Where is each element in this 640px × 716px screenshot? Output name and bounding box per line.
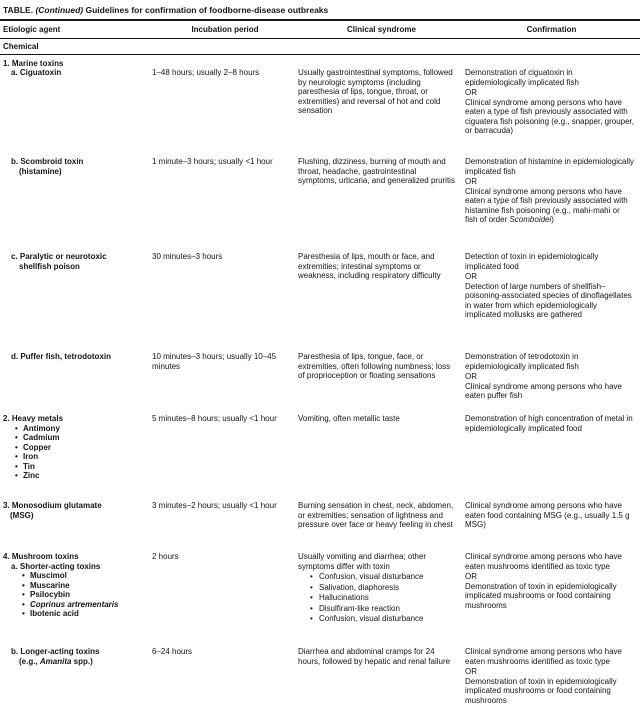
etiologic-agent-cell	[3, 552, 152, 619]
confirmation-cell	[465, 68, 638, 136]
confirmation-cell	[465, 252, 638, 320]
incubation-period-cell: 6–24 hours	[152, 647, 193, 656]
text-segment: Burning sensation in chest, neck, abdomen, or extremities; sensation of lightness and pressure over face or heavy feeling in chest	[298, 501, 454, 529]
incubation-period-cell: 5 minutes–8 hours; usually <1 hour	[152, 414, 277, 423]
paragraph	[465, 677, 634, 706]
table-row-marine-toxins-group	[0, 59, 640, 69]
text-segment: Muscimol	[30, 571, 67, 580]
text-segment: Psilocybin	[30, 590, 71, 599]
incubation-period-cell: 10 minutes–3 hours; usually 10–45 minutes	[152, 352, 277, 371]
clinical-syndrome-cell	[298, 157, 465, 186]
bullet-marker: •	[310, 614, 313, 623]
text-segment: Clinical syndrome among persons who have eaten a type of fish previously associated with ciguatera fish poisoning (e.g., snapper, grouper, or barracuda)	[465, 97, 634, 135]
text-segment: Clinical syndrome among persons who have eaten mushrooms identified as toxic type	[465, 552, 622, 571]
or-separator: OR	[465, 88, 477, 97]
agent-text	[3, 501, 102, 511]
agent-bullet-item	[3, 424, 148, 434]
agent-label-line	[3, 414, 148, 424]
text-segment: Copper	[23, 442, 51, 452]
text-segment: Salivation, diaphoresis	[319, 582, 400, 592]
confirmation-cell	[465, 157, 638, 225]
text-segment: Antimony	[23, 423, 60, 433]
agent-text	[30, 609, 79, 619]
agent-bullet-item	[3, 462, 148, 472]
table-row-monosodium-glutamate	[0, 501, 640, 552]
text-segment: Hallucinations	[319, 593, 369, 602]
bullet-marker: •	[310, 572, 313, 581]
bullet-marker: •	[22, 571, 25, 580]
confirmation-cell	[465, 501, 638, 530]
text-segment: Confusion, visual disturbance	[319, 572, 424, 581]
agent-text	[11, 68, 61, 78]
table-row-mushroom-longer-acting	[0, 647, 640, 716]
table-row-heavy-metals	[0, 414, 640, 501]
agent-text	[3, 552, 79, 562]
agent-label-line	[3, 552, 148, 562]
agent-text	[23, 471, 39, 481]
agent-bullet-item	[3, 600, 148, 610]
paragraph	[465, 187, 634, 225]
agent-text	[23, 433, 59, 443]
text-segment: Demonstration of tetrodotoxin in epidemiologically implicated fish	[465, 352, 579, 371]
incubation-period-cell: 1 minute–3 hours; usually <1 hour	[152, 157, 273, 166]
bullet-text	[319, 583, 399, 593]
text-segment: (histamine)	[19, 166, 62, 176]
table-title	[0, 0, 640, 21]
agent-text	[11, 157, 83, 167]
paragraph	[298, 157, 455, 186]
agent-text	[19, 262, 80, 272]
etiologic-agent-cell	[3, 352, 152, 362]
text-segment: shellfish poison	[19, 261, 80, 271]
incubation-period-cell: 3 minutes–2 hours; usually <1 hour	[152, 501, 277, 510]
bullet-marker: •	[15, 423, 18, 433]
text-segment: Clinical syndrome among persons who have eaten puffer fish	[465, 381, 622, 400]
etiologic-agent-cell	[3, 59, 152, 69]
bullet-marker: •	[22, 590, 25, 599]
text-segment: Detection of large numbers of shellfish–poisoning-associated species of dinoflagellates in water from which epidemiologically implicated mollusks are gathered	[465, 281, 632, 319]
text-segment: Detection of toxin in epidemiologically implicated food	[465, 252, 599, 271]
text-segment: Demonstration of high concentration of metal in epidemiologically implicated food	[465, 414, 633, 433]
clinical-syndrome-cell	[298, 552, 465, 624]
table-row-mushroom-shorter-acting	[0, 552, 640, 647]
text-segment: Diarrhea and abdominal cramps for 24 hours, followed by hepatic and renal failure	[298, 647, 451, 666]
etiologic-agent-cell	[3, 647, 152, 666]
table-row-paralytic-neurotoxic-shellfish	[0, 252, 640, 352]
agent-label-line	[3, 657, 148, 667]
incubation-period-cell: 1–48 hours; usually 2–8 hours	[152, 68, 260, 77]
text-segment: (MSG)	[10, 510, 34, 520]
text-segment: Muscarine	[30, 580, 70, 590]
text-segment: 2. Heavy metals	[3, 414, 64, 423]
agent-label-line	[3, 647, 148, 657]
or-separator: OR	[465, 272, 477, 281]
table-row-scombroid-toxin	[0, 157, 640, 252]
paragraph	[465, 382, 634, 401]
text-segment: Vomiting, often metallic taste	[298, 414, 400, 423]
bullet-marker: •	[15, 433, 18, 442]
text-segment: Demonstration of ciguatoxin in epidemiologically implicated fish	[465, 68, 579, 87]
text-segment: c. Paralytic or neurotoxic	[11, 252, 107, 261]
bullet-text	[319, 593, 369, 603]
bullet-marker: •	[15, 442, 18, 452]
clinical-syndrome-cell	[298, 501, 465, 530]
clinical-syndrome-cell	[298, 252, 465, 281]
text-segment: (e.g.,	[19, 656, 40, 666]
text-segment: 4. Mushroom toxins	[3, 552, 79, 561]
agent-label-line	[3, 511, 148, 521]
paragraph	[465, 552, 634, 571]
table-body	[0, 55, 640, 716]
agent-text	[11, 562, 100, 572]
agent-label-line	[3, 352, 148, 362]
clinical-syndrome-cell	[298, 352, 465, 381]
text-segment: b. Scombroid toxin	[11, 157, 84, 166]
column-header-confirmation: Confirmation	[526, 24, 577, 34]
text-segment: Ibotenic acid	[30, 609, 79, 618]
agent-bullet-item	[3, 581, 148, 591]
bullet-marker: •	[22, 599, 25, 609]
text-segment: Paresthesia of lips, tongue, face, or extremities, often following numbness; loss of proprioception or floating sensations	[298, 352, 451, 380]
syndrome-bullet-item	[298, 593, 455, 603]
text-segment: Flushing, dizziness, burning of mouth and throat, headache, gastrointestinal symptoms, urticaria, and generalized pruritis	[298, 157, 455, 185]
paragraph	[298, 352, 455, 381]
paragraph	[298, 252, 455, 281]
bullet-marker: •	[310, 593, 313, 602]
text-segment: Demonstration of histamine in epidemiologically implicated fish	[465, 157, 634, 176]
bullet-marker: •	[15, 452, 18, 461]
confirmation-cell	[465, 352, 638, 401]
syndrome-bullet-item	[298, 604, 455, 614]
text-segment: )	[551, 215, 554, 224]
text-segment: Clinical syndrome among persons who have eaten food containing MSG (e.g., usually 1.5 g MSG)	[465, 501, 630, 529]
agent-text	[11, 352, 111, 362]
or-separator: OR	[465, 572, 477, 581]
agent-label-line	[3, 59, 148, 69]
etiologic-agent-cell	[3, 252, 152, 271]
paragraph	[465, 98, 634, 136]
agent-label-line	[3, 68, 148, 78]
agent-text	[23, 452, 38, 462]
agent-text	[30, 600, 118, 610]
text-segment: Demonstration of toxin in epidemiologically implicated mushrooms or food containing mushrooms	[465, 581, 617, 610]
bullet-marker: •	[310, 582, 313, 592]
text-segment: d. Puffer fish, tetrodotoxin	[11, 352, 111, 361]
etiologic-agent-cell	[3, 414, 152, 481]
confirmation-cell	[465, 414, 638, 433]
column-header-clinical-syndrome: Clinical syndrome	[347, 24, 416, 34]
agent-text	[3, 59, 63, 69]
text-segment: Disulfiram-like reaction	[319, 603, 400, 613]
bullet-text	[319, 604, 400, 614]
text-segment: a. Ciguatoxin	[11, 68, 62, 77]
bullet-marker: •	[22, 580, 25, 590]
text-segment: b. Longer-acting toxins	[11, 647, 100, 656]
text-segment: Tin	[23, 461, 35, 471]
agent-text	[30, 581, 70, 591]
agent-text	[11, 252, 107, 262]
table-header-row	[0, 21, 640, 40]
or-separator: OR	[465, 372, 477, 381]
paragraph	[298, 552, 455, 571]
etiologic-agent-cell	[3, 157, 152, 176]
agent-text	[10, 511, 34, 521]
agent-text	[23, 424, 60, 434]
agent-text	[23, 443, 51, 453]
agent-label-line	[3, 501, 148, 511]
table-title-continued: (Continued)	[35, 5, 84, 15]
paragraph	[465, 647, 634, 666]
syndrome-bullet-item	[298, 614, 455, 624]
confirmation-cell	[465, 647, 638, 705]
etiologic-agent-cell	[3, 68, 152, 78]
paragraph	[298, 501, 455, 530]
agent-bullet-item	[3, 590, 148, 600]
text-segment: Usually vomiting and diarrhea; other symptoms differ with toxin	[298, 552, 427, 571]
bullet-marker: •	[15, 471, 18, 480]
text-segment: Scomboidei	[509, 215, 552, 224]
clinical-syndrome-cell	[298, 647, 465, 666]
text-segment: Iron	[23, 452, 39, 461]
agent-bullet-item	[3, 452, 148, 462]
clinical-syndrome-cell	[298, 68, 465, 116]
agent-text	[19, 657, 93, 667]
agent-label-line	[3, 562, 148, 572]
section-label-chemical: Chemical	[0, 39, 640, 55]
paragraph	[465, 414, 634, 433]
text-segment: Zinc	[23, 471, 40, 480]
paragraph	[298, 414, 455, 424]
paragraph	[465, 501, 634, 530]
agent-bullet-item	[3, 571, 148, 581]
agent-text	[30, 590, 70, 600]
text-segment: a. Shorter-acting toxins	[11, 561, 101, 571]
incubation-period-cell: 2 hours	[152, 552, 179, 561]
paragraph	[465, 582, 634, 611]
paragraph	[298, 68, 455, 116]
or-separator: OR	[465, 177, 477, 186]
table-title-prefix: TABLE.	[3, 5, 34, 15]
agent-text	[23, 462, 35, 472]
agent-text	[3, 414, 63, 424]
bullet-marker: •	[15, 461, 18, 471]
syndrome-bullet-item	[298, 583, 455, 593]
agent-bullet-item	[3, 443, 148, 453]
text-segment: spp.)	[71, 656, 93, 666]
agent-label-line	[3, 167, 148, 177]
text-segment: Demonstration of toxin in epidemiologically implicated mushrooms or food containing mushrooms	[465, 676, 617, 705]
syndrome-bullet-item	[298, 572, 455, 582]
bullet-text	[319, 572, 424, 582]
bullet-marker: •	[310, 603, 313, 613]
text-segment: Cadmium	[23, 433, 60, 442]
paragraph	[465, 352, 634, 371]
text-segment: Confusion, visual disturbance	[319, 614, 424, 623]
agent-label-line	[3, 262, 148, 272]
table-row-puffer-fish-tetrodotoxin	[0, 352, 640, 414]
column-header-etiologic-agent: Etiologic agent	[3, 24, 61, 34]
bullet-text	[319, 614, 424, 624]
agent-bullet-item	[3, 433, 148, 443]
clinical-syndrome-cell	[298, 414, 465, 424]
text-segment: Paresthesia of lips, mouth or face, and extremities; intestinal symptoms or weakness, including respiratory difficulty	[298, 252, 441, 280]
bullet-marker: •	[22, 609, 25, 618]
etiologic-agent-cell	[3, 501, 152, 520]
table-row-ciguatoxin	[0, 68, 640, 157]
incubation-period-cell: 30 minutes–3 hours	[152, 252, 223, 261]
agent-text	[11, 647, 99, 657]
agent-label-line	[3, 252, 148, 262]
paragraph	[465, 68, 634, 87]
paragraph	[298, 647, 455, 666]
paragraph	[465, 157, 634, 176]
table-title-text: Guidelines for confirmation of foodborne-disease outbreaks	[85, 5, 329, 15]
text-segment: Usually gastrointestinal symptoms, followed by neurologic symptoms (including paresthesia of lips, tongue, throat, or extremities) and reversal of hot and cold sensation	[298, 68, 453, 115]
paragraph	[465, 252, 634, 271]
agent-text	[30, 571, 67, 581]
text-segment: Amanita	[39, 656, 72, 666]
agent-text	[19, 167, 62, 177]
confirmation-cell	[465, 552, 638, 610]
text-segment: 3. Monosodium glutamate	[3, 501, 102, 510]
text-segment: Clinical syndrome among persons who have eaten mushrooms identified as toxic type	[465, 647, 622, 666]
agent-bullet-item	[3, 609, 148, 619]
paragraph	[465, 282, 634, 320]
agent-label-line	[3, 157, 148, 167]
agent-bullet-item	[3, 471, 148, 481]
text-segment: 1. Marine toxins	[3, 58, 64, 68]
text-segment: Clinical syndrome among persons who have eaten a type of fish previously associated with histamine fish poisoning (e.g., mahi-mahi or fish of order	[465, 186, 628, 224]
or-separator: OR	[465, 667, 477, 676]
text-segment: Coprinus artrementaris	[30, 599, 119, 609]
column-header-incubation-period: Incubation period	[191, 24, 259, 34]
